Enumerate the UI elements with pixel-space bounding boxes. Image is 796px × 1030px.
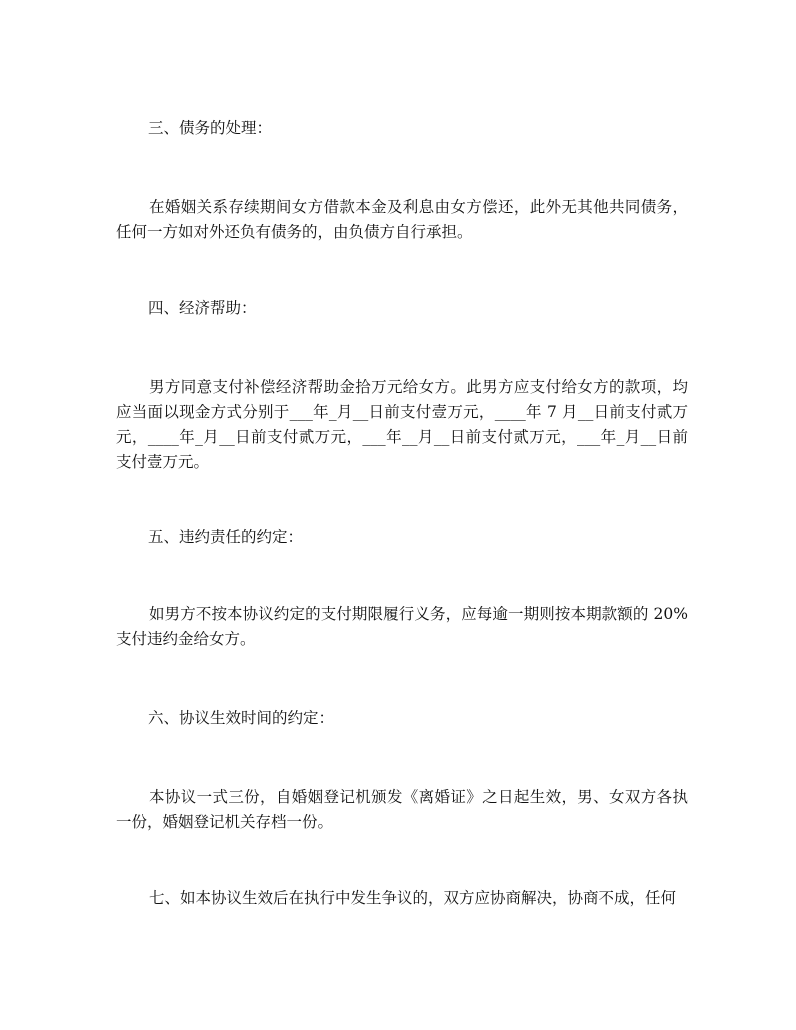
section-body-debt: 在婚姻关系存续期间女方借款本金及利息由女方偿还，此外无其他共同债务，任何一方如对外还负有债务的，由负债方自行承担。 — [116, 198, 688, 241]
section-heading-effective-time: 六、协议生效时间的约定： — [148, 709, 335, 727]
section-body-effective-time: 本协议一式三份，自婚姻登记机颁发《离婚证》之日起生效，男、女双方各执一份，婚姻登记机关存档一份。 — [116, 788, 688, 831]
section-body-dispute: 七、如本协议生效后在执行中发生争议的，双方应协商解决，协商不成，任何 — [149, 889, 677, 907]
section-body-economic-help: 男方同意支付补偿经济帮助金拾万元给女方。此男方应支付给女方的款项，均应当面以现金方式分别于___年_月__日前支付壹万元，____年 7 月__日前支付贰万元，____年_月__日前支付贰万元，___年__月__日前支付贰万元，___年_月__日前支付壹万元。 — [116, 378, 688, 471]
section-heading-economic-help: 四、经济帮助： — [148, 299, 257, 317]
section-body-liability: 如男方不按本协议约定的支付期限履行义务，应每逾一期则按本期款额的 20%支付违约金给女方。 — [116, 605, 688, 648]
section-heading-liability: 五、违约责任的约定： — [148, 528, 304, 546]
section-heading-debt: 三、债务的处理： — [148, 119, 273, 137]
